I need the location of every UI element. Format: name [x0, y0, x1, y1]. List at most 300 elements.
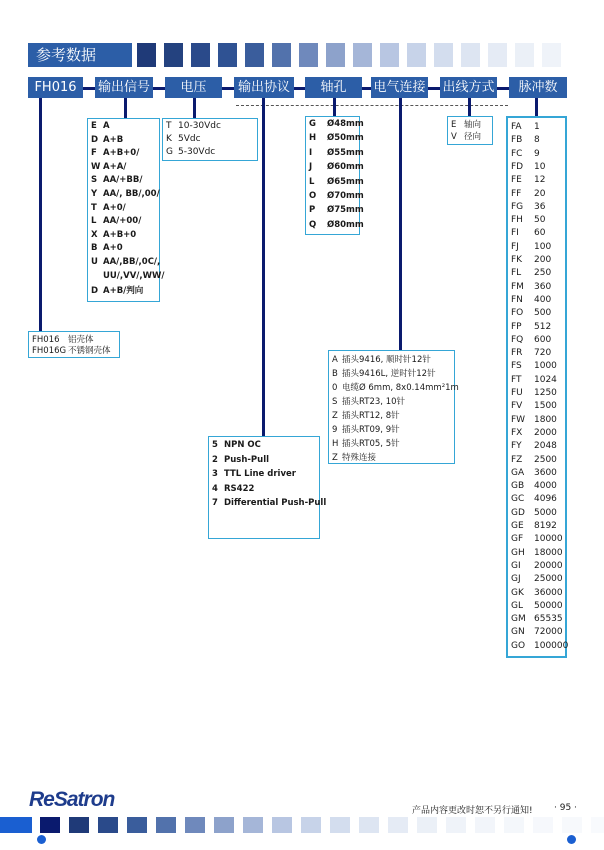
footer-square: [243, 817, 263, 833]
option-code: GC: [511, 494, 525, 505]
option-code: 9: [332, 425, 338, 435]
footer-square: [359, 817, 379, 833]
option-value: Ø60mm: [327, 162, 364, 173]
option-value: 插头RT09, 9针: [342, 425, 400, 435]
connector: [497, 87, 509, 90]
option-code: FO: [511, 308, 524, 319]
option-code: FE: [511, 175, 522, 186]
option-code: GI: [511, 560, 521, 571]
option-code: 0: [332, 383, 338, 393]
connection-option: [332, 437, 400, 449]
option-code: Q: [309, 219, 317, 230]
shaft-leader: [333, 98, 336, 116]
option-value: 径向: [464, 132, 482, 142]
pulse-option: [511, 215, 545, 225]
option-value: A+B/判向: [103, 286, 144, 297]
resatron-logo: ReSatron: [29, 788, 115, 811]
footer-square: [0, 817, 32, 833]
outlet-leader: [468, 98, 471, 116]
option-value: 1500: [534, 401, 557, 412]
option-code: FS: [511, 361, 522, 372]
option-value: 1250: [534, 388, 557, 398]
option-code: FC: [511, 148, 523, 159]
footer-square: [185, 817, 205, 833]
option-value: 铝壳体: [68, 335, 94, 345]
option-code: W: [91, 161, 101, 172]
option-code: FV: [511, 401, 523, 412]
pulse-option: [511, 415, 557, 425]
option-value: Ø50mm: [327, 133, 364, 144]
header-square: [299, 43, 318, 67]
option-value: 200: [534, 255, 552, 265]
option-code: G: [166, 147, 173, 157]
option-code: FK: [511, 255, 523, 265]
outlet-option: [451, 118, 481, 130]
option-value: 36000: [534, 587, 563, 598]
option-value: 500: [534, 308, 552, 319]
pulse-option: [511, 189, 545, 199]
header-square: [164, 43, 183, 67]
option-code: Z: [332, 453, 338, 463]
protocol-box: 输出协议: [234, 77, 294, 98]
footer-notice: 产品内容更改时恕不另行通知!: [412, 806, 533, 816]
protocol-option: [212, 498, 326, 508]
option-value: Ø55mm: [327, 147, 364, 158]
option-value: 2500: [534, 454, 557, 465]
option-value: 1: [534, 122, 540, 132]
connector: [428, 87, 440, 90]
shaft-option: [309, 148, 364, 158]
option-code: FY: [511, 441, 522, 452]
signal-leader: [124, 98, 127, 118]
header-square: [380, 43, 399, 67]
pulse-option: [511, 135, 540, 145]
header-square: [488, 43, 507, 67]
signal-option: [91, 216, 141, 226]
option-value: 5000: [534, 507, 557, 518]
footer-square: [446, 817, 466, 833]
connector: [83, 87, 95, 90]
pulse-options: [506, 116, 567, 658]
option-code: GA: [511, 467, 525, 478]
option-value: A+A/: [103, 161, 127, 172]
option-value: 电缆Ø 6mm, 8x0.14mm²1m: [342, 383, 459, 393]
footer-dot-right: [567, 835, 576, 844]
option-value: 4096: [534, 494, 557, 505]
option-code: 2: [212, 454, 218, 465]
option-code: GO: [511, 640, 526, 651]
option-code: E: [451, 120, 457, 130]
option-value: 60: [534, 228, 546, 239]
option-code: FZ: [511, 454, 523, 465]
pulse-option: [511, 614, 563, 624]
header-square: [272, 43, 291, 67]
outlet-options: [447, 116, 493, 145]
option-code: FH016G: [32, 346, 67, 356]
voltage-box: 电压: [165, 77, 222, 98]
option-value: 特殊连接: [342, 453, 377, 463]
option-value: 36: [534, 201, 546, 212]
option-code: 5: [212, 440, 218, 450]
pulse-option: [511, 481, 557, 491]
connector: [362, 87, 371, 90]
header-square: [245, 43, 264, 67]
signal-option: [91, 230, 136, 240]
shaft-option: [309, 119, 364, 129]
connection-box: 电气连接: [371, 77, 428, 98]
option-value: 插头RT05, 5针: [342, 439, 400, 449]
option-code: A: [332, 355, 338, 365]
option-code: B: [91, 243, 98, 254]
pulse-option: [511, 295, 551, 305]
option-code: P: [309, 205, 316, 216]
option-value: 20: [534, 188, 546, 199]
option-value: A+B+0: [103, 229, 137, 240]
option-code: D: [91, 286, 99, 297]
signal-options: [87, 118, 165, 302]
shaft-option: [309, 205, 364, 215]
option-value: NPN OC: [224, 440, 261, 450]
footer-square: [388, 817, 408, 833]
model-option: [32, 344, 111, 356]
header-square: [515, 43, 534, 67]
option-value: Ø70mm: [327, 191, 364, 201]
connector: [222, 87, 234, 90]
option-value: RS422: [224, 483, 255, 494]
option-value: 10000: [534, 534, 563, 545]
protocol-option: [212, 455, 269, 465]
option-code: GE: [511, 521, 524, 531]
pulse-option: [511, 282, 551, 292]
option-code: K: [166, 134, 172, 144]
section-title: 参考数据: [28, 43, 132, 67]
option-value: 25000: [534, 574, 563, 585]
connection-option: [332, 423, 400, 435]
option-code: T: [166, 121, 172, 131]
shaft-option: [309, 220, 364, 230]
footer-square: [533, 817, 553, 833]
option-code: FL: [511, 268, 522, 279]
pulse-option: [511, 601, 563, 611]
model-leader: [39, 98, 42, 331]
option-code: H: [309, 133, 317, 144]
footer-square: [69, 817, 89, 833]
option-value: 插头RT23, 10针: [342, 397, 406, 407]
pulse-option: [511, 308, 551, 318]
option-value: 512: [534, 321, 552, 332]
option-code: T: [91, 202, 97, 213]
option-value: 10: [534, 161, 546, 172]
option-code: FD: [511, 161, 524, 172]
pulse-option: [511, 242, 551, 252]
pulse-option: [511, 548, 563, 558]
shaft-option: [309, 177, 364, 187]
option-value: 1024: [534, 374, 557, 385]
option-value: 100: [534, 241, 552, 252]
option-code: 7: [212, 498, 218, 508]
pulse-option: [511, 202, 545, 212]
option-value: AA/+00/: [103, 216, 142, 227]
shaft-option: [309, 162, 364, 172]
pulse-option: [511, 361, 557, 371]
signal-box: 输出信号: [95, 77, 153, 98]
option-code: G: [309, 119, 316, 129]
signal-option: [91, 243, 123, 253]
option-code: GB: [511, 481, 525, 492]
pulse-option: [511, 455, 557, 465]
footer-square: [591, 817, 604, 833]
option-code: FH016: [32, 335, 60, 345]
connector: [153, 87, 165, 90]
footer-square: [40, 817, 60, 833]
signal-option: [91, 257, 160, 267]
option-value: Ø80mm: [327, 219, 364, 230]
option-value: A+0: [103, 243, 123, 254]
option-code: V: [451, 132, 457, 142]
option-code: U: [91, 257, 98, 267]
option-code: 3: [212, 469, 218, 479]
pulse-option: [511, 508, 557, 518]
option-value: 250: [534, 268, 552, 279]
option-code: FT: [511, 374, 522, 385]
footer-square: [272, 817, 292, 833]
signal-option: [91, 203, 126, 213]
option-code: FQ: [511, 334, 524, 345]
connection-option: [332, 353, 431, 365]
pulse-option: [511, 175, 545, 185]
option-value: Differential Push-Pull: [224, 498, 327, 508]
option-code: FR: [511, 348, 523, 359]
option-value: A: [103, 121, 110, 131]
option-code: GH: [511, 547, 525, 558]
option-value: 8192: [534, 521, 557, 531]
shaft-option: [309, 133, 364, 143]
outlet-box: 出线方式: [440, 77, 497, 98]
option-value: 5-30Vdc: [178, 147, 216, 157]
pulse-option: [511, 122, 540, 132]
option-value: 轴向: [464, 120, 482, 130]
footer-square: [330, 817, 350, 833]
signal-option: [91, 189, 160, 199]
pulse-option: [511, 428, 557, 438]
pulse-option: [511, 627, 563, 637]
voltage-option: [166, 134, 201, 144]
shaft-option: [309, 191, 364, 201]
option-code: FH: [511, 215, 523, 226]
option-value: 9: [534, 148, 540, 159]
footer-square: [214, 817, 234, 833]
header-square: [461, 43, 480, 67]
option-code: FJ: [511, 241, 519, 252]
footer-square: [475, 817, 495, 833]
option-value: 1800: [534, 414, 557, 425]
connection-option: [332, 409, 400, 421]
pulse-option: [511, 441, 557, 451]
option-code: L: [91, 216, 97, 227]
option-code: J: [309, 162, 313, 173]
option-value: 1000: [534, 361, 557, 372]
pulse-option: [511, 534, 563, 544]
protocol-options: [208, 436, 327, 539]
footer-square: [504, 817, 524, 833]
pulse-option: [511, 588, 563, 598]
footer-square: [156, 817, 176, 833]
option-value: 插头9416L, 逆时针12针: [342, 369, 436, 379]
header-square: [542, 43, 561, 67]
option-code: FF: [511, 188, 522, 199]
header-square: [326, 43, 345, 67]
pulse-option: [511, 521, 557, 531]
option-code: S: [332, 397, 338, 407]
signal-option: [91, 135, 123, 145]
footer-dot-left: [37, 835, 46, 844]
voltage-option: [166, 121, 221, 131]
signal-option: [91, 271, 164, 281]
option-value: 50000: [534, 600, 563, 611]
pulse-option: [511, 375, 557, 385]
option-value: 360: [534, 281, 552, 292]
footer-square: [301, 817, 321, 833]
pulse-leader: [535, 98, 538, 116]
pulse-option: [511, 401, 557, 411]
option-value: 不锈钢壳体: [68, 346, 111, 356]
model-box: FH016: [28, 77, 83, 98]
option-value: Ø48mm: [327, 119, 364, 129]
option-code: O: [309, 191, 317, 201]
option-value: 72000: [534, 627, 563, 638]
signal-option: [91, 175, 142, 185]
option-code: FB: [511, 135, 523, 146]
model-options: [28, 331, 120, 358]
connection-option: [332, 367, 436, 379]
option-value: A+B: [103, 134, 124, 145]
pulse-option: [511, 574, 563, 584]
voltage-leader: [193, 98, 196, 118]
option-code: H: [332, 439, 339, 449]
footer-square: [98, 817, 118, 833]
connector: [294, 87, 305, 90]
option-value: 5Vdc: [178, 134, 201, 144]
option-code: FN: [511, 294, 523, 305]
protocol-option: [212, 484, 254, 494]
option-code: GL: [511, 600, 523, 611]
option-value: AA/,BB/,0C/,: [103, 257, 161, 267]
option-value: Push-Pull: [224, 454, 270, 465]
option-code: FW: [511, 414, 526, 425]
option-value: 2000: [534, 427, 557, 438]
option-code: 4: [212, 483, 218, 494]
option-value: 10-30Vdc: [178, 121, 221, 131]
voltage-options: [162, 118, 258, 161]
option-code: FA: [511, 122, 522, 132]
pulse-option: [511, 162, 545, 172]
protocol-leader: [262, 98, 265, 436]
option-code: FX: [511, 427, 523, 438]
option-value: 720: [534, 348, 552, 359]
signal-option: [91, 148, 139, 158]
shaft-options: [305, 116, 364, 235]
footer-square: [417, 817, 437, 833]
option-code: FU: [511, 388, 523, 398]
footer-square: [562, 817, 582, 833]
option-value: 20000: [534, 560, 563, 571]
page-number: · 95 ·: [554, 803, 577, 813]
pulse-option: [511, 255, 551, 265]
option-code: F: [91, 148, 97, 159]
signal-option: [91, 284, 143, 296]
option-value: 12: [534, 175, 546, 186]
option-code: GD: [511, 507, 525, 518]
pulse-option: [511, 335, 551, 345]
pulse-option: [511, 561, 563, 571]
option-code: E: [91, 121, 97, 131]
option-code: Y: [91, 189, 98, 199]
header-square: [434, 43, 453, 67]
option-value: 50: [534, 215, 546, 226]
option-value: A+B+0/: [103, 148, 140, 159]
option-value: Ø75mm: [327, 205, 364, 216]
option-value: 4000: [534, 481, 557, 492]
pulse-option: [511, 468, 557, 478]
header-square: [353, 43, 372, 67]
option-value: 65535: [534, 614, 563, 625]
voltage-option: [166, 147, 215, 157]
header-square: [137, 43, 156, 67]
option-code: L: [309, 176, 315, 187]
pulse-option: [511, 149, 540, 159]
option-code: S: [91, 175, 98, 186]
connection-options: [328, 350, 459, 464]
option-value: 100000: [534, 640, 569, 651]
option-value: AA/, BB/,00/: [103, 189, 160, 199]
pulse-option: [511, 494, 557, 504]
option-code: GN: [511, 627, 525, 638]
option-value: 插头9416, 顺时针12针: [342, 355, 431, 365]
connection-option: [332, 381, 459, 393]
option-code: GF: [511, 534, 524, 545]
connection-option: [332, 451, 376, 463]
option-value: 400: [534, 294, 552, 305]
option-code: I: [309, 147, 313, 158]
option-value: A+0/: [103, 202, 126, 213]
option-value: 8: [534, 135, 540, 146]
option-code: FG: [511, 201, 524, 212]
option-value: 插头RT12, 8针: [342, 411, 400, 421]
option-value: UU/,VV/,WW/: [103, 270, 165, 281]
pulse-option: [511, 388, 557, 398]
protocol-option: [212, 440, 261, 450]
option-value: Ø65mm: [327, 176, 364, 187]
pulse-option: [511, 322, 551, 332]
option-code: GM: [511, 614, 526, 625]
footer-square: [127, 817, 147, 833]
header-square: [218, 43, 237, 67]
signal-option: [91, 121, 110, 131]
option-value: AA/+BB/: [103, 175, 143, 186]
option-code: FM: [511, 281, 524, 292]
option-code: FP: [511, 321, 522, 332]
protocol-option: [212, 469, 296, 479]
connection-leader: [399, 98, 402, 350]
pulse-option: [511, 348, 551, 358]
option-value: 2048: [534, 441, 557, 452]
header-square: [191, 43, 210, 67]
option-code: Z: [332, 411, 338, 421]
option-code: GK: [511, 587, 524, 598]
pulse-option: [511, 228, 545, 238]
option-code: D: [91, 134, 99, 145]
pulse-option: [511, 641, 568, 651]
